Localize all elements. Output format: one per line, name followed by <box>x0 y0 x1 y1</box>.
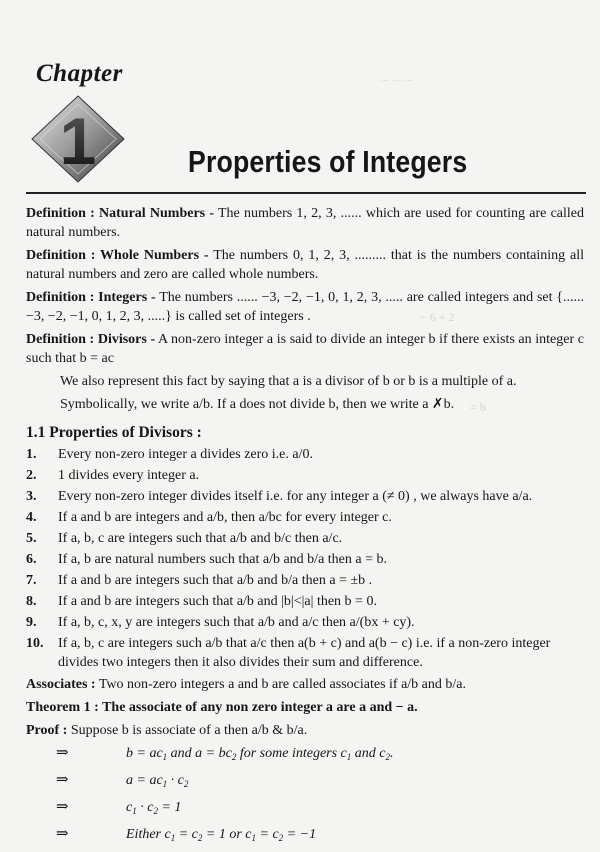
property-item <box>26 508 584 527</box>
property-number: 1. <box>26 447 37 462</box>
implies-arrow-icon: ⇒ <box>56 826 69 842</box>
property-number: 8. <box>26 594 37 609</box>
property-text: If a, b, c are integers such a/b that a/c then a(b + c) and a(b − c) i.e. if a non-zero integer divides two integers then it also divides their sum and difference. <box>58 636 551 670</box>
bleed-through-text: ... ... ... <box>380 70 413 84</box>
property-text: Every non-zero integer a divides zero i.e. a/0. <box>58 447 314 462</box>
property-item <box>26 592 584 611</box>
associates-definition: Associates : Two non-zero integers a and b are called associates if a/b and b/a. <box>26 677 467 692</box>
proof-step <box>26 825 584 848</box>
proof-equation: Either $c_1 = c_2 = 1$ or $c_1 = c_2 = -1$ <box>126 827 317 843</box>
property-item <box>26 613 584 632</box>
proof-step <box>26 771 584 794</box>
property-number: 3. <box>26 489 37 504</box>
bleed-through-text: = b <box>470 400 486 414</box>
proof-intro: Proof : Suppose b is associate of a then a/b & b/a. <box>26 723 308 738</box>
property-text: If a and b are integers such that a/b and b/a then a = ±b . <box>58 573 373 588</box>
property-text: 1 divides every integer a. <box>58 468 200 483</box>
implies-arrow-icon: ⇒ <box>56 772 69 788</box>
proof-step <box>26 798 584 821</box>
property-text: If a and b are integers and a/b, then a/bc for every integer c. <box>58 510 392 525</box>
proof-step <box>26 744 584 767</box>
definition-divisors: Definition : Divisors - A non-zero integer a is said to divide an integer b if there exists an integer c such that b = ac <box>26 332 584 366</box>
property-number: 9. <box>26 615 37 630</box>
title-divider <box>26 192 586 194</box>
property-number: 4. <box>26 510 37 525</box>
implies-arrow-icon: ⇒ <box>56 799 69 815</box>
property-item <box>26 445 584 464</box>
divisor-note: Symbolically, we write a/b. If a does not divide b, then we write a ✗b. <box>60 397 455 412</box>
proof-steps <box>26 744 584 848</box>
property-item <box>26 634 584 672</box>
property-number: 10. <box>26 636 44 651</box>
property-number: 6. <box>26 552 37 567</box>
definition-whole-numbers: Definition : Whole Numbers - The numbers 0, 1, 2, 3, ......... that is the numbers containing all natural numbers and zero are called whole numbers. <box>26 248 585 282</box>
property-number: 5. <box>26 531 37 546</box>
page-content <box>26 204 584 852</box>
theorem-statement: Theorem 1 : The associate of any non zero integer a are a and − a. <box>26 700 418 715</box>
chapter-number-badge <box>30 94 126 184</box>
chapter-number: 1 <box>59 104 97 178</box>
property-text: If a, b, c are integers such that a/b and b/c then a/c. <box>58 531 343 546</box>
property-item <box>26 487 584 506</box>
definition-natural-numbers: Definition : Natural Numbers - The numbers 1, 2, 3, ...... which are used for counting are called natural numbers. <box>26 206 584 240</box>
property-number: 7. <box>26 573 37 588</box>
divisor-note: We also represent this fact by saying that a is a divisor of b or b is a multiple of a. <box>60 374 517 389</box>
definition-integers: Definition : Integers - The numbers ...... −3, −2, −1, 0, 1, 2, 3, ..... are called integers and set {...... −3, −2, −1, 0, 1, 2, 3, .....} is called set of integers . <box>26 290 585 324</box>
property-text: If a, b, c, x, y are integers such that a/b and a/c then a/(bx + cy). <box>58 615 415 630</box>
property-item <box>26 529 584 548</box>
bleed-through-text: − 6 + 2 <box>420 310 455 324</box>
chapter-label: Chapter <box>36 60 123 87</box>
page-title: Properties of Integers <box>188 144 468 179</box>
proof-equation: $a = ac_1 \cdot c_2$ <box>126 773 189 789</box>
section-heading: 1.1 Properties of Divisors : <box>26 424 202 441</box>
proof-equation: $b = ac_1$ and $a = bc_2$ for some integers $c_1$ and $c_2$. <box>126 746 394 762</box>
implies-arrow-icon: ⇒ <box>56 745 69 761</box>
property-text: Every non-zero integer divides itself i.e. for any integer a (≠ 0) , we always have a/a. <box>58 489 533 504</box>
chapter-badge-icon <box>30 94 126 184</box>
properties-list <box>26 445 584 672</box>
property-item <box>26 550 584 569</box>
property-text: If a, b are natural numbers such that a/b and b/a then a = b. <box>58 552 387 567</box>
proof-equation: $c_1 \cdot c_2 = 1$ <box>126 800 182 816</box>
property-item <box>26 571 584 590</box>
property-number: 2. <box>26 468 37 483</box>
property-text: If a and b are integers such that a/b and |b|<|a| then b = 0. <box>58 594 377 609</box>
property-item <box>26 466 584 485</box>
